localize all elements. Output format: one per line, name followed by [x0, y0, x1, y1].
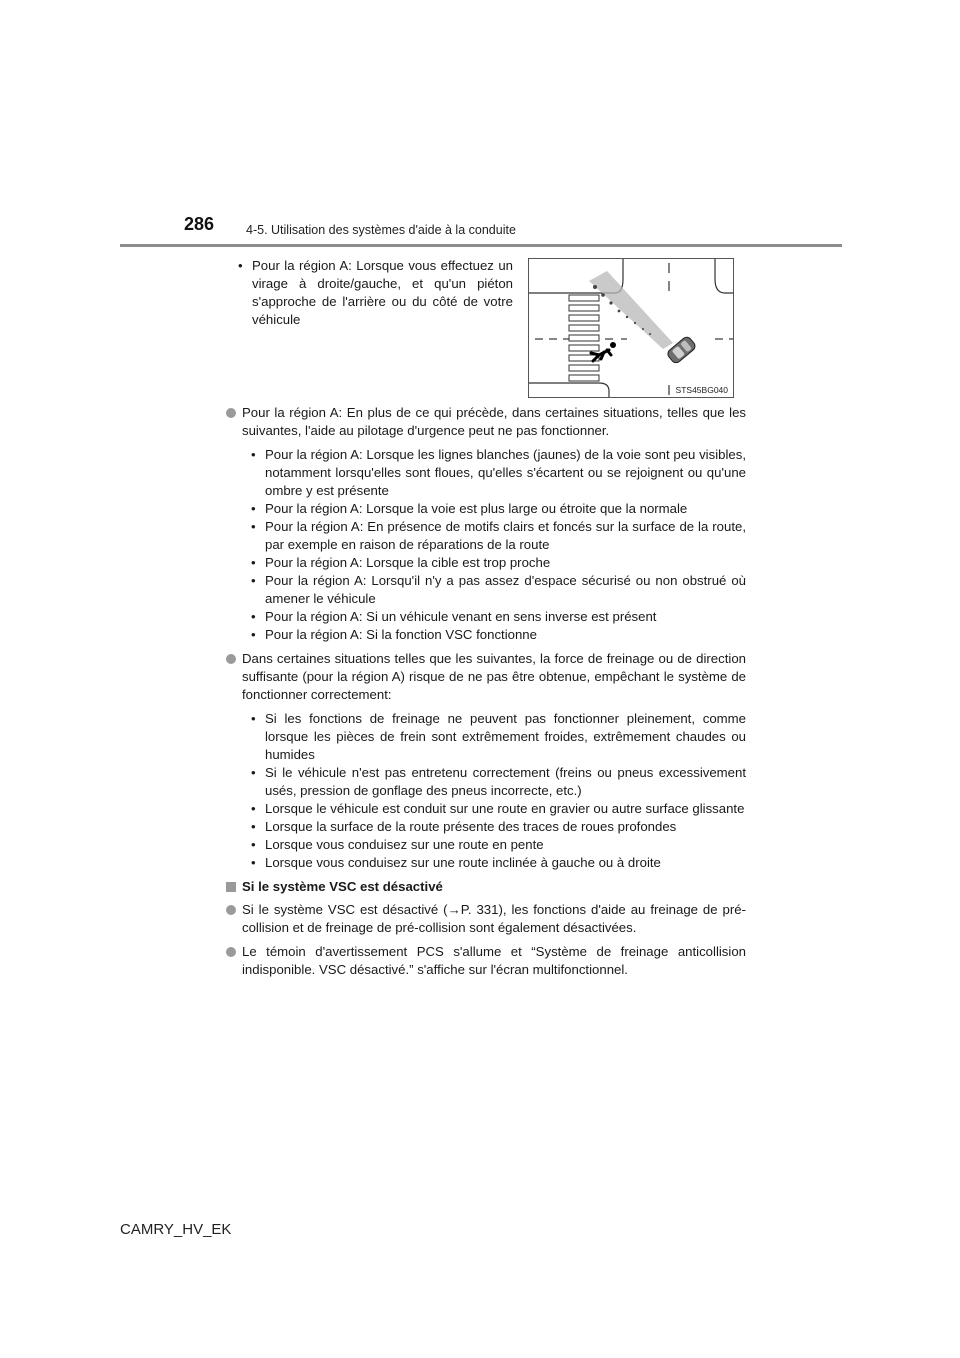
sub-bullet: • Lorsque vous conduisez sur une route inclinée à gauche ou à droite: [242, 854, 746, 872]
list-item: [226, 901, 746, 937]
list-item: [226, 650, 746, 704]
sub-list: [242, 446, 746, 644]
main-content: [226, 404, 746, 985]
circle-bullet-icon: [226, 408, 236, 418]
sub-bullet: • Lorsque la surface de la route présente des traces de roues profondes: [242, 818, 746, 836]
sub-bullet: • Si les fonctions de freinage ne peuvent pas fonctionner pleinement, comme lorsque les pièces de frein sont extrêmement froides, extrêmement chaudes ou humides: [242, 710, 746, 764]
section-title: 4-5. Utilisation des systèmes d'aide à la conduite: [246, 223, 516, 237]
sub-bullet: • Pour la région A: En présence de motifs clairs et foncés sur la surface de la route, par exemple en raison de réparations de la route: [242, 518, 746, 554]
header-rule: [120, 244, 842, 247]
list-item-text: Pour la région A: En plus de ce qui précède, dans certaines situations, telles que les suivantes, l'aide au pilotage d'urgence peut ne pas fonctionner.: [242, 405, 746, 438]
vsc-heading-text: Si le système VSC est désactivé: [242, 879, 443, 894]
list-item-text: Dans certaines situations telles que les suivantes, la force de freinage ou de direction suffisante (pour la région A) risque de ne pas être obtenue, empêchant le système de fonctionner correctement:: [242, 651, 746, 702]
figure-label: STS45BG040: [675, 385, 728, 395]
model-code: CAMRY_HV_EK: [120, 1221, 232, 1238]
sub-bullet: • Si le véhicule n'est pas entretenu correctement (freins ou pneus excessivement usés, pression de gonflage des pneus incorrecte, etc.): [242, 764, 746, 800]
vsc-heading: [226, 878, 746, 896]
sub-bullet: • Pour la région A: Lorsque les lignes blanches (jaunes) de la voie sont peu visibles, notamment lorsqu'elles sont floues, qu'elles s'écartent ou se rejoignent ou qu'une ombre y est présente: [242, 446, 746, 500]
circle-bullet-icon: [226, 905, 236, 915]
sub-bullet: • Pour la région A: Si un véhicule venant en sens inverse est présent: [242, 608, 746, 626]
circle-bullet-icon: [226, 654, 236, 664]
intro-bullet: [229, 257, 513, 329]
page-number: 286: [184, 214, 215, 234]
square-bullet-icon: [226, 882, 236, 892]
list-item: [226, 943, 746, 979]
figure: [528, 258, 734, 398]
sub-bullet: • Pour la région A: Lorsqu'il n'y a pas assez d'espace sécurisé ou non obstrué où amener le véhicule: [242, 572, 746, 608]
sub-bullet: • Lorsque vous conduisez sur une route en pente: [242, 836, 746, 854]
intro-bullet-text: • Pour la région A: Lorsque vous effectuez un virage à droite/gauche, et qu'un piéton s'approche de l'arrière ou du côté de votre véhicule: [229, 257, 513, 329]
sub-bullet: • Pour la région A: Si la fonction VSC fonctionne: [242, 626, 746, 644]
list-item: [226, 404, 746, 440]
list-item-text: Si le système VSC est désactivé (→P. 331), les fonctions d'aide au freinage de pré-collision et de freinage de pré-collision sont également désactivées.: [242, 902, 746, 935]
sub-bullet: • Pour la région A: Lorsque la cible est trop proche: [242, 554, 746, 572]
sub-list: [242, 710, 746, 872]
list-item-text: Le témoin d'avertissement PCS s'allume et “Système de freinage anticollision indisponible. VSC désactivé.” s'affiche sur l'écran multifonctionnel.: [242, 944, 746, 977]
sub-bullet: • Pour la région A: Lorsque la voie est plus large ou étroite que la normale: [242, 500, 746, 518]
circle-bullet-icon: [226, 947, 236, 957]
sub-bullet: • Lorsque le véhicule est conduit sur une route en gravier ou autre surface glissante: [242, 800, 746, 818]
pedestrian-crossing-turn-illustration: [529, 259, 733, 397]
